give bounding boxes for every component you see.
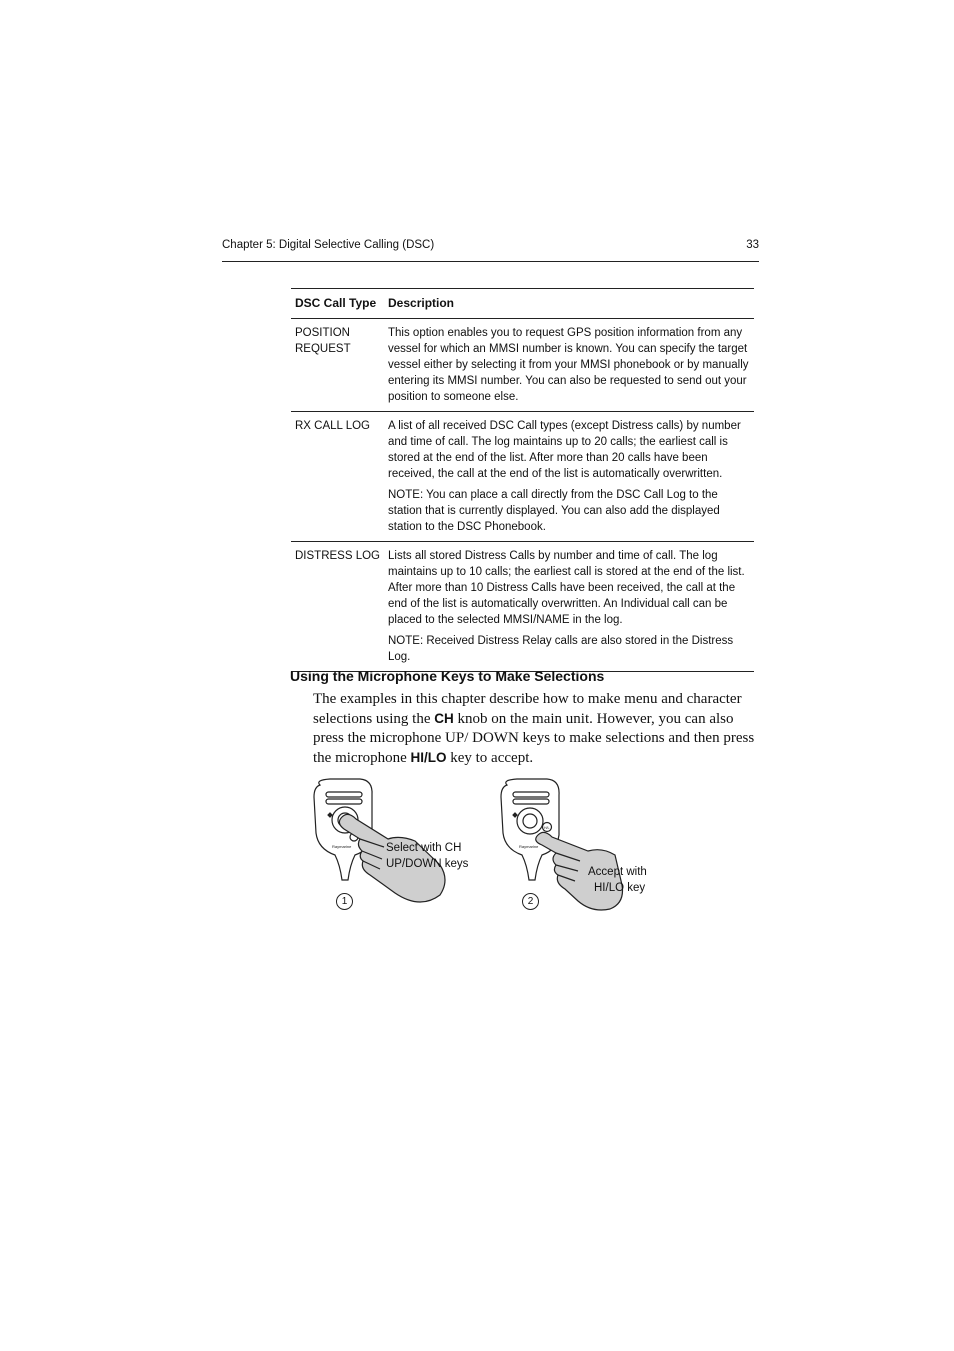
page-header <box>222 238 759 262</box>
step-number-1: 1 <box>336 893 353 910</box>
table-header-row <box>291 289 754 319</box>
chapter-title: Chapter 5: Digital Selective Calling (DSC) <box>222 239 435 251</box>
mic-brand-label: Raymarine <box>332 844 352 849</box>
dsc-call-type-table <box>291 288 754 672</box>
para-text: knob on the main unit. However, you can also press the microphone UP/ DOWN keys to make selections and then press the microphone <box>313 711 755 766</box>
microphone-figure <box>300 775 680 915</box>
call-type-cell: POSITION REQUEST <box>291 319 384 412</box>
callout-select-line1: Select with CH <box>386 842 462 854</box>
call-type-cell: RX CALL LOG <box>291 412 384 542</box>
col-header-call-type: DSC Call Type <box>291 289 384 319</box>
section-paragraph <box>313 690 758 768</box>
step-number-2: 2 <box>522 893 539 910</box>
para-text: key to accept. <box>446 750 534 766</box>
call-type-cell: DISTRESS LOG <box>291 542 384 672</box>
mic-brand-label: Raymarine <box>519 844 539 849</box>
callout-accept-line2: HI/LO key <box>594 882 646 894</box>
microphone-2 <box>501 779 559 880</box>
col-header-description: Description <box>384 289 754 319</box>
page-number: 33 <box>746 239 759 251</box>
callout-accept <box>588 864 647 896</box>
description-para: This option enables you to request GPS position information from any vessel for which an MMSI number is known. You can specify the target vessel either by selecting it from your MMSI phonebook or by manually entering its MMSI number. You can also be requested to send out your position to someone else. <box>388 327 749 403</box>
description-note: NOTE: You can place a call directly from the DSC Call Log to the station that is currently displayed. You can also add the displayed station to the DSC Phonebook. <box>388 489 720 533</box>
table-row <box>291 542 754 672</box>
table-row <box>291 412 754 542</box>
description-cell <box>384 542 754 672</box>
mic-hilo-key-label: H/L <box>544 826 550 830</box>
para-text: The examples in this chapter describe how to make menu and character selections using the <box>313 691 742 727</box>
ch-key-label: CH <box>434 711 454 726</box>
section-heading: Using the Microphone Keys to Make Selections <box>290 668 605 684</box>
callout-accept-line1: Accept with <box>588 866 647 878</box>
description-para: Lists all stored Distress Calls by number and time of call. The log maintains up to 10 calls; the earliest call is stored at the end of the list. After more than 10 Distress Calls have been received, the call at the end of the list is automatically overwritten. An Individual call can be placed to the selected MMSI/NAME in the log. <box>388 550 745 626</box>
callout-select <box>386 840 468 872</box>
callout-select-line2: UP/DOWN keys <box>386 858 469 870</box>
description-cell <box>384 412 754 542</box>
hilo-key-label: HI/LO <box>410 750 447 765</box>
description-para: A list of all received DSC Call types (except Distress calls) by number and time of call. The log maintains up to 20 calls; the earliest call is stored at the end of the list. After more than 20 calls have been received, the call at the end of the list is automatically overwritten. <box>388 420 741 480</box>
description-cell <box>384 319 754 412</box>
table-row <box>291 319 754 412</box>
description-note: NOTE: Received Distress Relay calls are also stored in the Distress Log. <box>388 635 734 663</box>
